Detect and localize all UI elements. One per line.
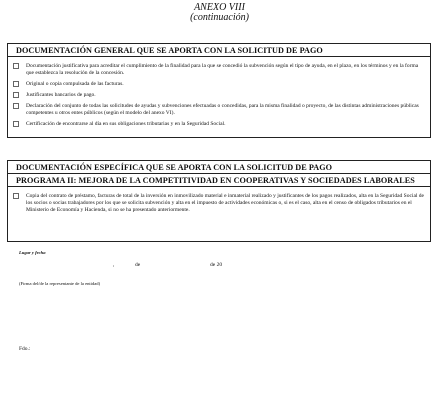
- annex-subtitle: (continuación): [190, 12, 249, 23]
- specific-documentation-list: [8, 187, 430, 214]
- checklist-item-text: Justificantes bancarios de pago.: [26, 92, 96, 98]
- checklist-item: [8, 193, 430, 214]
- checklist-item: [8, 81, 430, 88]
- checkbox[interactable]: [13, 193, 19, 199]
- general-documentation-section: [7, 43, 431, 138]
- checklist-item: [8, 63, 430, 77]
- date-de-20: de 20: [210, 262, 223, 268]
- checklist-item-text: Documentación justificativa para acreditar el cumplimiento de la finalidad para la que se concedió la subvención según el tipo de ayuda, en el plazo, en los términos y en la forma que establezca la resolución de la concesión.: [26, 63, 419, 76]
- specific-documentation-section: [7, 160, 431, 242]
- signature-label: (Firma del/de la representante de la entidad): [19, 281, 101, 286]
- checkbox[interactable]: [13, 103, 19, 109]
- place-date-label: Lugar y fecha: [19, 250, 46, 255]
- checklist-item-text: Declaración del conjunto de todas las solicitudes de ayudas y subvenciones efectuadas o concedidas, para la misma finalidad o proyecto, de las distintas administraciones públicas competentes u otros entes públicos (según el modelo del anexo VI).: [26, 103, 419, 116]
- program-title: PROGRAMA II: MEJORA DE LA COMPETITIVIDAD EN COOPERATIVAS Y SOCIEDADES LABORALES: [8, 174, 430, 187]
- checklist-item-text: Copia del contrato de préstamo, facturas de total de la inversión en inmovilizado material e inmaterial realizado y justificantes de los pagos realizados, alta en la Seguridad Social de los socios o socias trabajadores por los que se solicita subvención y alta en el impuesto de actividades económicas o, si es el caso, alta en el censo de obligados tributarios en el Ministerio de Economía y Hacienda, si no se ha presentado anteriormente.: [26, 193, 424, 213]
- fdo-label: Fdo.:: [19, 346, 31, 352]
- checklist-item: [8, 103, 430, 117]
- general-documentation-title: DOCUMENTACIÓN GENERAL QUE SE APORTA CON LA SOLICITUD DE PAGO: [8, 44, 430, 57]
- date-comma: ,: [113, 262, 115, 268]
- checklist-item-text: Original o copia compulsada de las facturas.: [26, 81, 124, 87]
- checkbox[interactable]: [13, 121, 19, 127]
- checkbox[interactable]: [13, 81, 19, 87]
- checkbox[interactable]: [13, 92, 19, 98]
- specific-documentation-title: DOCUMENTACIÓN ESPECÍFICA QUE SE APORTA CON LA SOLICITUD DE PAGO: [8, 161, 430, 174]
- checkbox[interactable]: [13, 63, 19, 69]
- annex-title: ANEXO VIII: [194, 2, 245, 13]
- checklist-item: [8, 121, 430, 128]
- date-de-1: de: [135, 262, 141, 268]
- checklist-item: [8, 92, 430, 99]
- checklist-item-text: Certificación de encontrarse al día en sus obligaciones tributarias y en la Seguridad Social.: [26, 121, 226, 127]
- general-documentation-list: [8, 57, 430, 128]
